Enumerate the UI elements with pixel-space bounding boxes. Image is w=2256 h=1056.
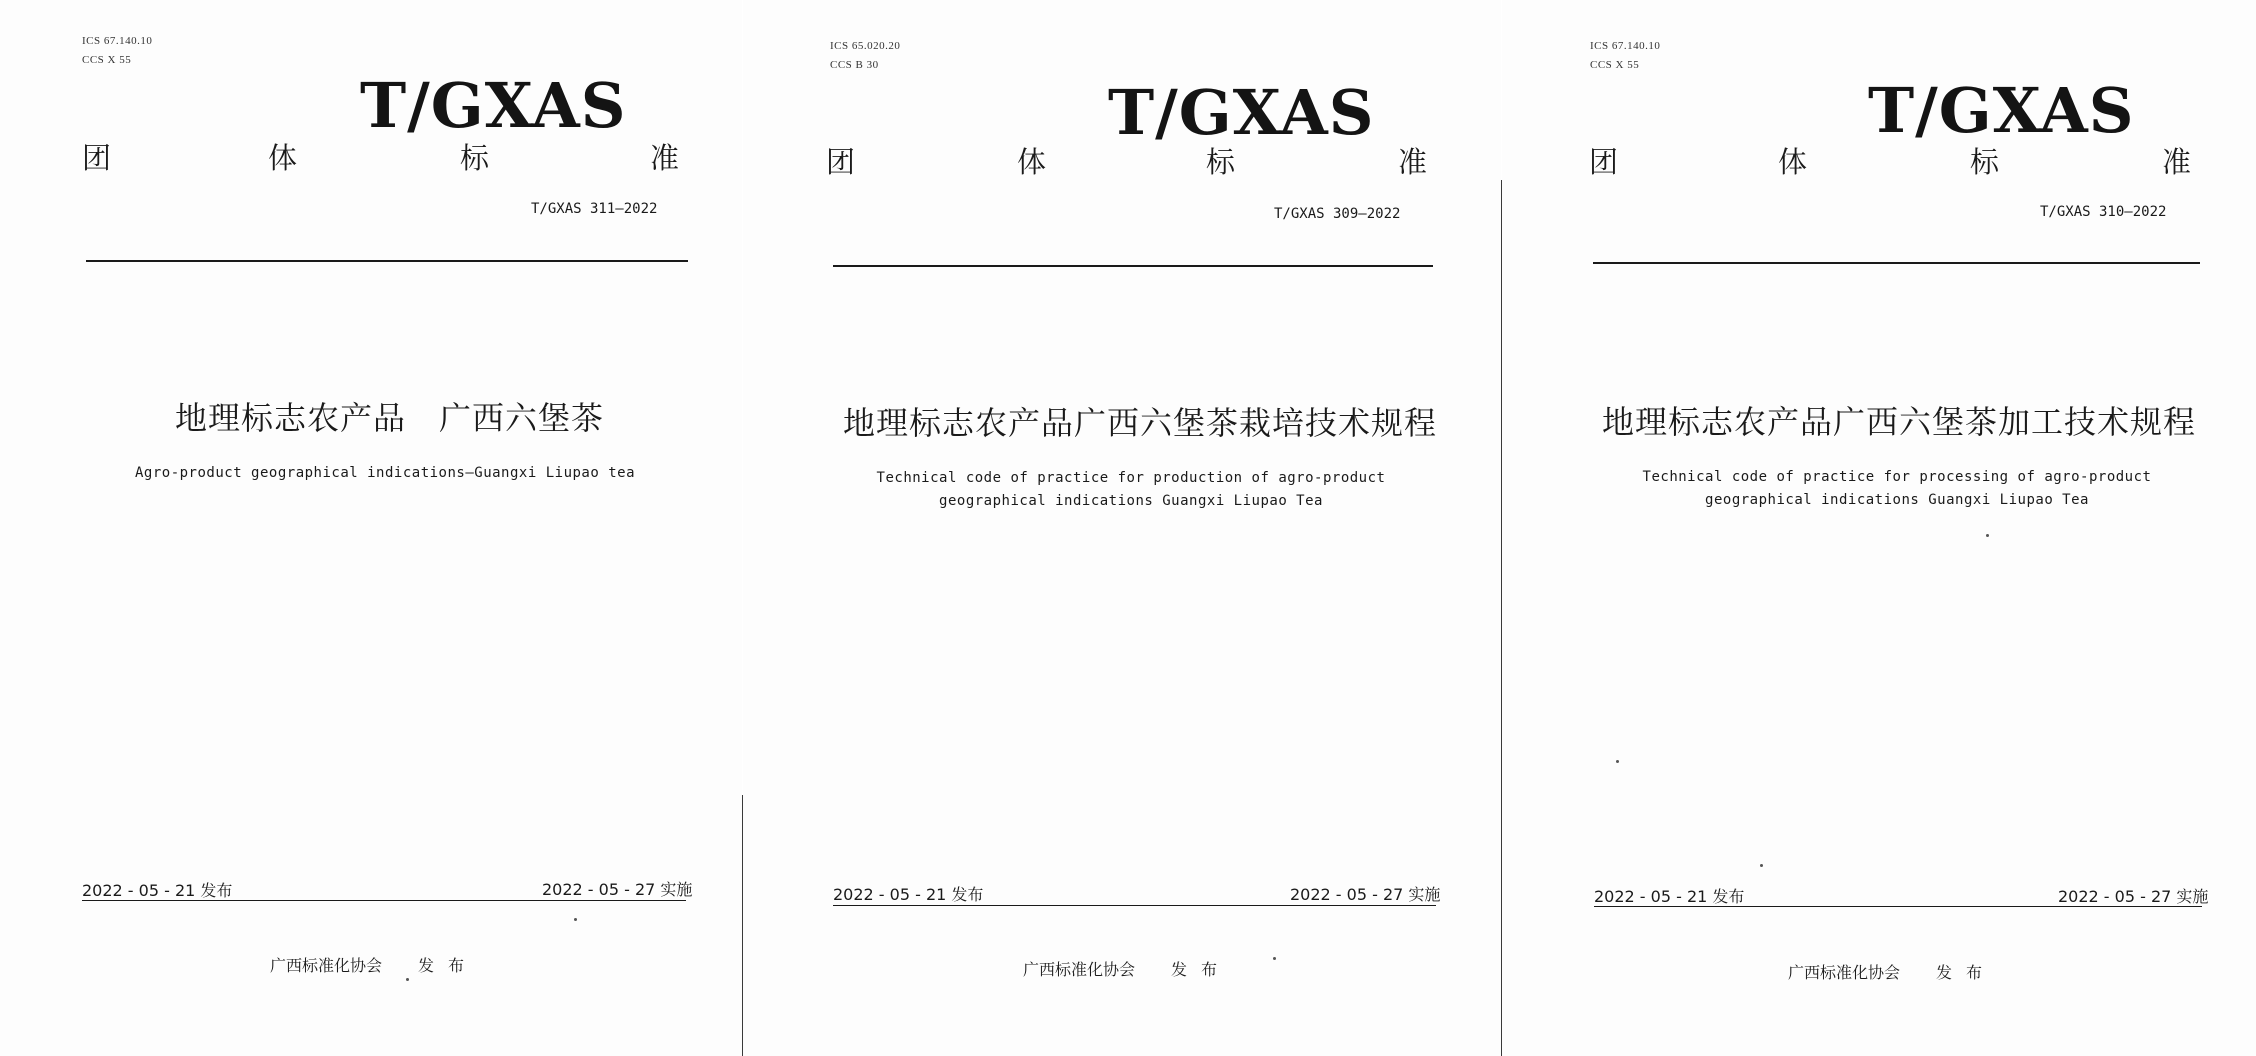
- ccs-code: CCS B 30: [830, 59, 879, 71]
- type-char-1: 团: [82, 141, 112, 175]
- classification-block: [830, 37, 900, 75]
- publish-word: 发布: [1171, 960, 1232, 979]
- scan-speck: [1760, 864, 1763, 867]
- title-cn: 地理标志农产品广西六堡茶加工技术规程: [1602, 403, 2197, 441]
- implementation-date: 2022 - 05 - 27 实施: [2058, 887, 2209, 906]
- type-char-1: 团: [826, 145, 856, 179]
- classification-block: [1590, 37, 1660, 75]
- title-cn: 地理标志农产品 广西六堡茶: [175, 399, 605, 437]
- scan-speck: [1616, 760, 1619, 763]
- scan-speck: [1986, 534, 1989, 537]
- scan-speck: [574, 918, 577, 921]
- publisher-name: 广西标准化协会: [270, 956, 383, 975]
- type-char-3: 标: [1206, 145, 1236, 179]
- standard-number: T/GXAS 309—2022: [1274, 206, 1401, 222]
- title-en: Technical code of practice for processing of agro-product geographical indications Guangxi Liupao Tea: [1642, 469, 2152, 508]
- footer-rule: [1594, 906, 2202, 907]
- type-char-4: 准: [650, 141, 680, 175]
- brand-mark: T/GXAS: [1108, 76, 1375, 149]
- issue-date: 2022 - 05 - 21 发布: [1594, 887, 1745, 906]
- ics-code: ICS 67.140.10: [82, 35, 153, 47]
- standard-number: T/GXAS 311—2022: [531, 201, 658, 217]
- ccs-code: CCS X 55: [1590, 59, 1640, 71]
- standard-number: T/GXAS 310—2022: [2040, 204, 2167, 220]
- title-cn: 地理标志农产品广西六堡茶栽培技术规程: [843, 404, 1438, 442]
- type-char-2: 体: [1778, 145, 1808, 179]
- scan-speck: [406, 978, 409, 981]
- type-char-4: 准: [1398, 145, 1428, 179]
- brand-mark: T/GXAS: [360, 69, 627, 142]
- publish-word: 发布: [418, 956, 479, 975]
- implementation-date: 2022 - 05 - 27 实施: [542, 880, 693, 899]
- type-char-2: 体: [1017, 145, 1047, 179]
- publish-word: 发布: [1936, 963, 1997, 982]
- publisher-line: [270, 953, 478, 976]
- footer-rule: [833, 905, 1436, 906]
- ics-code: ICS 67.140.10: [1590, 40, 1661, 52]
- type-char-4: 准: [2162, 145, 2192, 179]
- ics-code: ICS 65.020.20: [830, 40, 901, 52]
- issue-date: 2022 - 05 - 21 发布: [82, 881, 233, 900]
- publisher-line: [1788, 960, 1996, 983]
- issue-date: 2022 - 05 - 21 发布: [833, 885, 984, 904]
- type-char-2: 体: [268, 141, 298, 175]
- standard-cover-2: [743, 0, 1501, 1056]
- scan-speck: [1273, 957, 1276, 960]
- footer-rule: [82, 900, 686, 901]
- standard-cover-3: [1502, 0, 2256, 1056]
- header-rule: [1593, 262, 2200, 264]
- type-char-3: 标: [1970, 145, 2000, 179]
- publisher-name: 广西标准化协会: [1788, 963, 1901, 982]
- header-rule: [833, 265, 1433, 267]
- type-char-1: 团: [1589, 145, 1619, 179]
- title-en: Technical code of practice for production of agro-product geographical indications Guangxi Liupao Tea: [876, 470, 1386, 509]
- header-rule: [86, 260, 688, 262]
- publisher-line: [1023, 957, 1231, 980]
- title-en: Agro-product geographical indications—Guangxi Liupao tea: [134, 465, 635, 481]
- type-char-3: 标: [460, 141, 490, 175]
- classification-block: [82, 32, 152, 70]
- brand-mark: T/GXAS: [1868, 74, 2135, 147]
- implementation-date: 2022 - 05 - 27 实施: [1290, 885, 1441, 904]
- ccs-code: CCS X 55: [82, 54, 132, 66]
- publisher-name: 广西标准化协会: [1023, 960, 1136, 979]
- standard-cover-1: [0, 0, 742, 1056]
